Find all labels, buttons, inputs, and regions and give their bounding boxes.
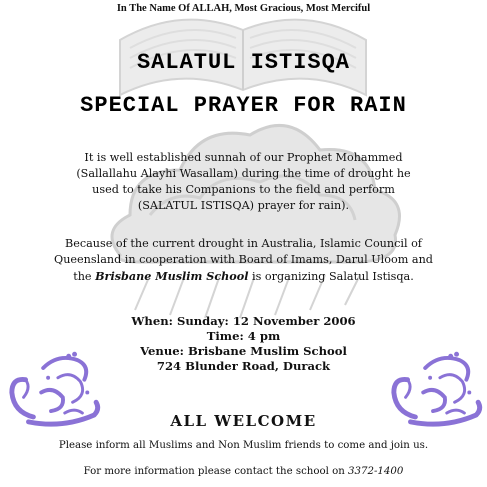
organizer-paragraph [0,236,487,285]
sunnah-line-2: (Sallallahu Alayhi Wasallam) during the time of drought he [76,167,411,180]
event-details [0,314,487,374]
phone-number: 3372-1400 [348,466,404,477]
contact-line [0,466,487,477]
organizer-line-1: Because of the current drought in Australia, Islamic Council of [65,237,422,250]
title-special-prayer: SPECIAL PRAYER FOR RAIN [80,93,407,118]
organizer-line-3-prefix: the [73,270,96,283]
sunnah-paragraph [0,150,487,214]
organizer-line-3 [0,268,487,285]
all-welcome-heading: ALL WELCOME [170,412,317,430]
event-time: Time: 4 pm [206,329,281,343]
invite-text: Please inform all Muslims and Non Muslim friends to come and join us. [58,440,429,451]
event-when: When: Sunday: 12 November 2006 [131,314,356,328]
event-address: 724 Blunder Road, Durack [156,359,331,373]
organizer-line-2: Queensland in cooperation with Board of Imams, Darul Uloom and [54,253,433,266]
event-venue: Venue: Brisbane Muslim School [140,344,347,358]
bismillah-header: In The Name Of ALLAH, Most Gracious, Most Merciful [116,3,371,14]
school-name-emphasis: Brisbane Muslim School [95,269,249,283]
organizer-line-3-suffix: is organizing Salatul Istisqa. [248,270,414,283]
sunnah-line-3: used to take his Companions to the field and perform [92,183,395,196]
title-salatul-istisqa: SALATUL ISTISQA [136,50,351,75]
sunnah-line-1: It is well established sunnah of our Prophet Mohammed [84,151,403,164]
contact-text: For more information please contact the school on [83,466,349,477]
sunnah-line-4: (SALATUL ISTISQA) prayer for rain). [137,199,350,212]
